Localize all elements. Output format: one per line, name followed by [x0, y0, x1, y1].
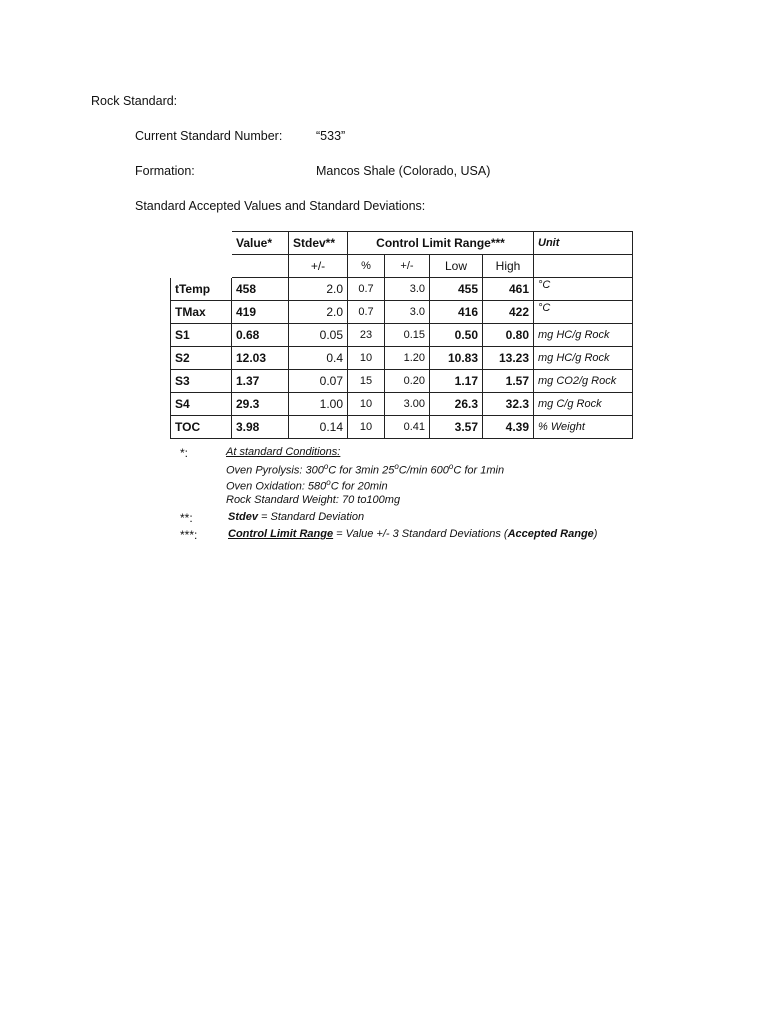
row-name: TOC	[171, 416, 232, 439]
row-pm: 0.20	[385, 370, 430, 393]
header-blank	[171, 232, 232, 255]
row-unit: % Weight	[534, 416, 633, 439]
section-heading: Standard Accepted Values and Standard Deviations:	[135, 199, 426, 213]
row-pm: 3.0	[385, 301, 430, 324]
footnote-1-heading: At standard Conditions:	[226, 446, 341, 458]
row-value: 29.3	[232, 393, 289, 416]
subheader-pm: +/-	[385, 255, 430, 278]
table-row	[171, 347, 633, 370]
footnote-3-mark: ***:	[180, 528, 198, 542]
row-value: 1.37	[232, 370, 289, 393]
footnote-1-mark: *:	[180, 446, 189, 460]
row-name: TMax	[171, 301, 232, 324]
row-pct: 15	[348, 370, 385, 393]
row-name: S3	[171, 370, 232, 393]
row-value: 0.68	[232, 324, 289, 347]
row-pm: 0.41	[385, 416, 430, 439]
header-value: Value*	[232, 232, 289, 255]
table-row	[171, 393, 633, 416]
table-row	[171, 416, 633, 439]
row-unit: mg HC/g Rock	[534, 324, 633, 347]
row-stdev: 2.0	[289, 301, 348, 324]
row-pm: 0.15	[385, 324, 430, 347]
footnote-2-text: Stdev = Standard Deviation	[228, 511, 365, 523]
row-high: 0.80	[483, 324, 534, 347]
formation-label: Formation:	[135, 164, 195, 178]
table-row	[171, 324, 633, 347]
row-value: 12.03	[232, 347, 289, 370]
footnote-1-weight: Rock Standard Weight: 70 to100mg	[226, 494, 401, 506]
row-high: 422	[483, 301, 534, 324]
row-low: 416	[430, 301, 483, 324]
header-stdev: Stdev**	[289, 232, 348, 255]
subheader-pct: %	[348, 255, 385, 278]
row-pm: 3.0	[385, 278, 430, 301]
row-name: S1	[171, 324, 232, 347]
row-pm: 3.00	[385, 393, 430, 416]
row-stdev: 1.00	[289, 393, 348, 416]
row-name: S2	[171, 347, 232, 370]
header-unit: Unit	[534, 232, 633, 255]
table-row	[171, 301, 633, 324]
row-low: 26.3	[430, 393, 483, 416]
row-low: 455	[430, 278, 483, 301]
row-high: 461	[483, 278, 534, 301]
row-stdev: 0.07	[289, 370, 348, 393]
row-unit: °C	[534, 301, 633, 324]
header-control-limit: Control Limit Range***	[348, 232, 534, 255]
subheader-blank	[171, 255, 232, 278]
row-high: 32.3	[483, 393, 534, 416]
row-stdev: 0.05	[289, 324, 348, 347]
row-stdev: 0.14	[289, 416, 348, 439]
table-row	[171, 278, 633, 301]
row-unit: mg HC/g Rock	[534, 347, 633, 370]
row-low: 0.50	[430, 324, 483, 347]
row-pct: 10	[348, 393, 385, 416]
subheader-low: Low	[430, 255, 483, 278]
row-low: 10.83	[430, 347, 483, 370]
footnote-2-mark: **:	[180, 511, 193, 525]
row-pct: 23	[348, 324, 385, 347]
row-low: 1.17	[430, 370, 483, 393]
row-high: 4.39	[483, 416, 534, 439]
subheader-value-blank	[232, 255, 289, 278]
row-high: 1.57	[483, 370, 534, 393]
row-name: S4	[171, 393, 232, 416]
row-unit: mg C/g Rock	[534, 393, 633, 416]
row-stdev: 2.0	[289, 278, 348, 301]
table-subheader-row	[171, 255, 633, 278]
row-name: tTemp	[171, 278, 232, 301]
footnote-1-oxidation: Oven Oxidation: 580$^o$C for 20min	[226, 478, 388, 493]
row-value: 458	[232, 278, 289, 301]
subheader-stdev-pm: +/-	[289, 255, 348, 278]
footnote-3-text: Control Limit Range = Value +/- 3 Standard Deviations (Accepted Range)	[228, 528, 598, 540]
row-low: 3.57	[430, 416, 483, 439]
table-row	[171, 370, 633, 393]
subheader-unit-blank	[534, 255, 633, 278]
row-stdev: 0.4	[289, 347, 348, 370]
row-unit: mg CO2/g Rock	[534, 370, 633, 393]
row-pct: 0.7	[348, 278, 385, 301]
row-unit: °C	[534, 278, 633, 301]
standard-number-label: Current Standard Number:	[135, 129, 283, 143]
standard-values-table	[170, 231, 633, 439]
subheader-high: High	[483, 255, 534, 278]
row-pct: 0.7	[348, 301, 385, 324]
row-value: 419	[232, 301, 289, 324]
row-pct: 10	[348, 347, 385, 370]
row-value: 3.98	[232, 416, 289, 439]
footnote-1-pyrolysis: Oven Pyrolysis: 300$^o$C for 3min 25$^o$C/min 600$^o$C for 1min	[226, 462, 505, 477]
row-high: 13.23	[483, 347, 534, 370]
page-title: Rock Standard:	[91, 94, 178, 108]
formation-value: Mancos Shale (Colorado, USA)	[316, 164, 491, 178]
row-pm: 1.20	[385, 347, 430, 370]
table-header-row	[171, 232, 633, 255]
row-pct: 10	[348, 416, 385, 439]
standard-number-value: “533”	[316, 129, 346, 143]
